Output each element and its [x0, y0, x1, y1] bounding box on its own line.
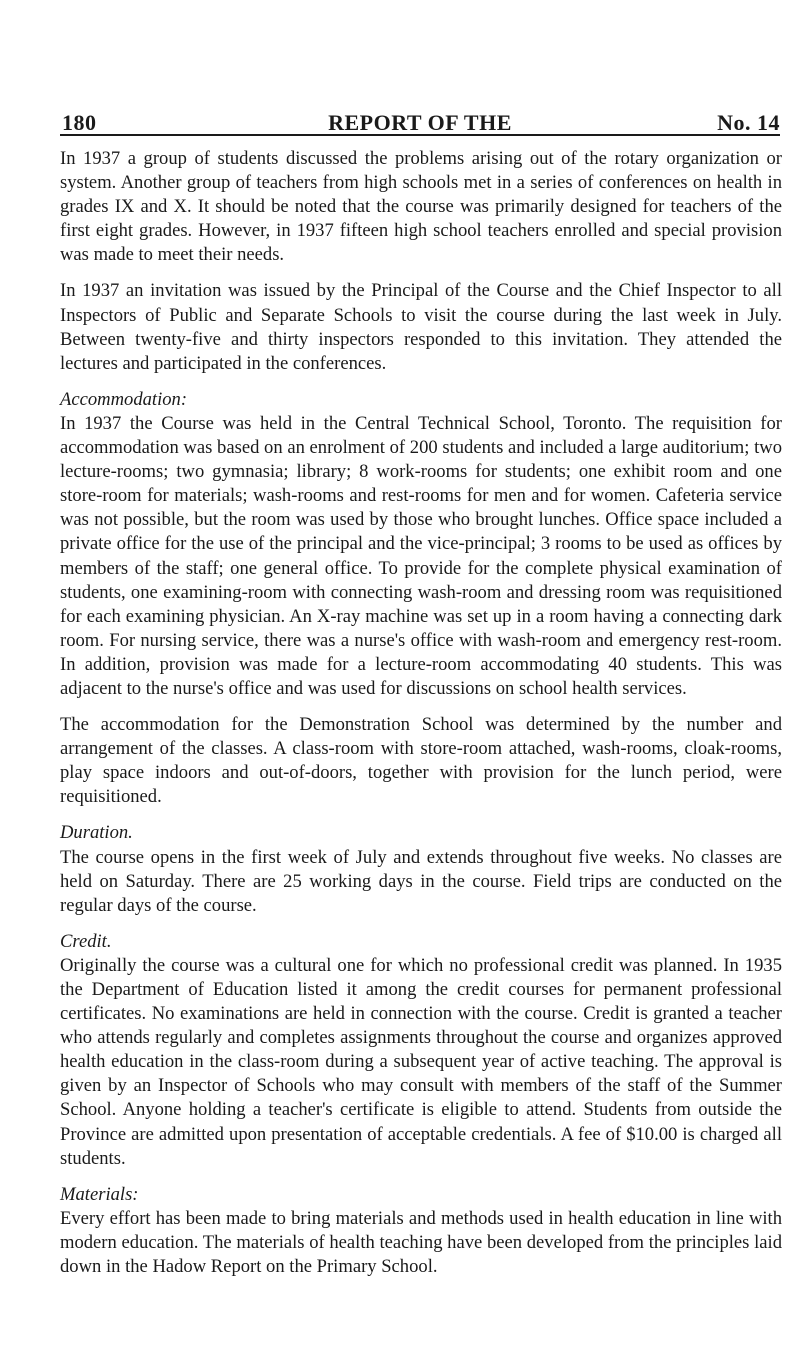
section-heading: Duration. — [60, 822, 133, 844]
header-title: REPORT OF THE — [328, 110, 512, 135]
section-heading: Accommodation: — [60, 388, 188, 410]
section-paragraph: The accommodation for the Demonstration School was determined by the number and arrangement of the classes. A class-room with store-room attached, wash-rooms, cloak-rooms, play space indoors and out-of-doors, together with provision for the lunch period, were requisitioned. — [60, 714, 782, 808]
section-heading: Materials: — [60, 1183, 139, 1205]
body-text — [60, 147, 782, 1291]
section-materials — [60, 1183, 782, 1279]
running-header — [60, 110, 780, 136]
section-paragraph: Originally the course was a cultural one for which no professional credit was planned. In 1935 the Department of Education listed it among the credit courses for permanent professional certificates. No examinations are held in connection with the course. Credit is granted a teacher who attends regularly and completes assignments throughout the course and organizes approved health education in the class-room during a subsequent year of active teaching. The approval is given by an Inspector of Schools who may consult with members of the staff of the Summer School. Anyone holding a teacher's certificate is eligible to attend. Students from outside the Province are admitted upon presentation of acceptable credentials. A fee of $10.00 is charged all students. — [60, 954, 782, 1169]
section-paragraph: In 1937 the Course was held in the Central Technical School, Toronto. The requisition for accommodation was based on an enrolment of 200 students and included a large auditorium; two lecture-rooms; two gymnasia; library; 8 work-rooms for students; one exhibit room and one store-room for materials; wash-rooms and rest-rooms for men and for women. Cafeteria service was not possible, but the room was used by those who brought lunches. Office space included a private office for the use of the principal and the vice-principal; 3 rooms to be used as offices by members of the staff; one general office. To provide for the complete physical examination of students, one examining-room with connecting wash-room and dressing room was requisitioned for each examining physician. An X-ray machine was set up in a room having a connecting dark room. For nursing service, there was a nurse's office with wash-room and emergency rest-room. In addition, provision was made for a lecture-room accommodating 40 students. This was adjacent to the nurse's office and was used for discussions on school health services. — [60, 412, 782, 699]
intro-paragraph: In 1937 an invitation was issued by the Principal of the Course and the Chief Inspector to all Inspectors of Public and Separate Schools to visit the course during the last week in July. Between twenty-five and thirty inspectors responded to this invitation. They attended the lectures and participated in the conferences. — [60, 280, 782, 374]
intro-paragraph: In 1937 a group of students discussed the problems arising out of the rotary organization or system. Another group of teachers from high schools met in a series of conferences on health in grades IX and X. It should be noted that the course was primarily designed for teachers of the first eight grades. However, in 1937 fifteen high school teachers enrolled and special provision was made to meet their needs. — [60, 148, 782, 266]
section-credit — [60, 930, 782, 1171]
section-accommodation — [60, 388, 782, 810]
section-duration — [60, 821, 782, 917]
section-paragraph: The course opens in the first week of July and extends throughout five weeks. No classes are held on Saturday. There are 25 working days in the course. Field trips are conducted on the regular days of the course. — [60, 846, 782, 916]
page-number: 180 — [62, 110, 97, 135]
section-heading: Credit. — [60, 930, 112, 952]
section-paragraph: Every effort has been made to bring materials and methods used in health education in line with modern education. The materials of health teaching have been developed from the principles laid down in the Hadow Report on the Primary School. — [60, 1207, 782, 1278]
issue-number: No. 14 — [717, 110, 780, 135]
